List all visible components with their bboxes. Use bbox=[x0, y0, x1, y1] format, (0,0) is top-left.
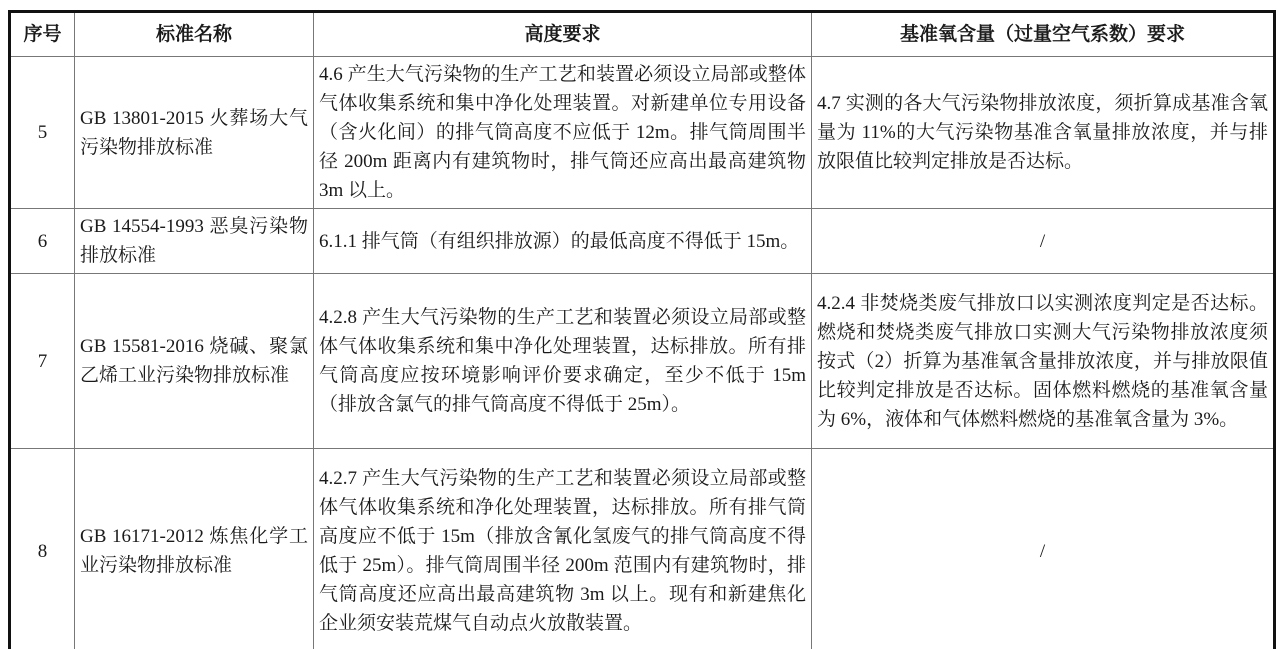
cell-oxygen-requirement: 4.2.4 非焚烧类废气排放口以实测浓度判定是否达标。燃烧和焚烧类废气排放口实测大气污染物排放浓度须按式（2）折算为基准氧含量排放浓度，并与排放限值比较判定排放是否达标。固体燃料燃烧的基准氧含量为 6%，液体和气体燃料燃烧的基准氧含量为 3%。 bbox=[812, 274, 1275, 449]
standards-table bbox=[8, 10, 1276, 649]
cell-height-requirement: 4.2.8 产生大气污染物的生产工艺和装置必须设立局部或整体气体收集系统和集中净化处理装置，达标排放。所有排气筒高度应按环境影响评价要求确定，至少不低于 15m（排放含氯气的排气筒高度不得低于 25m）。 bbox=[314, 274, 812, 449]
cell-height-requirement: 4.2.7 产生大气污染物的生产工艺和装置必须设立局部或整体气体收集系统和净化处理装置，达标排放。所有排气筒高度应不低于 15m（排放含氰化氢废气的排气筒高度不得低于 25m）。排气筒周围半径 200m 范围内有建筑物时，排气筒高度还应高出最高建筑物 3m 以上。现有和新建焦化企业须安装荒煤气自动点火放散装置。 bbox=[314, 449, 812, 649]
cell-serial-number: 8 bbox=[10, 449, 75, 649]
header-row bbox=[10, 12, 1275, 57]
cell-standard-name: GB 15581-2016 烧碱、聚氯乙烯工业污染物排放标准 bbox=[75, 274, 314, 449]
cell-standard-name: GB 13801-2015 火葬场大气污染物排放标准 bbox=[75, 57, 314, 209]
header-cell-serial-number: 序号 bbox=[10, 12, 75, 57]
header-cell-oxygen-requirement: 基准氧含量（过量空气系数）要求 bbox=[812, 12, 1275, 57]
cell-oxygen-requirement: / bbox=[812, 209, 1275, 274]
table-row bbox=[10, 274, 1275, 449]
header-cell-standard-name: 标准名称 bbox=[75, 12, 314, 57]
cell-oxygen-requirement: / bbox=[812, 449, 1275, 649]
cell-standard-name: GB 16171-2012 炼焦化学工业污染物排放标准 bbox=[75, 449, 314, 649]
table-row bbox=[10, 449, 1275, 649]
cell-serial-number: 7 bbox=[10, 274, 75, 449]
cell-serial-number: 5 bbox=[10, 57, 75, 209]
table-row bbox=[10, 57, 1275, 209]
table-row bbox=[10, 209, 1275, 274]
cell-serial-number: 6 bbox=[10, 209, 75, 274]
cell-height-requirement: 6.1.1 排气筒（有组织排放源）的最低高度不得低于 15m。 bbox=[314, 209, 812, 274]
header-cell-height-requirement: 高度要求 bbox=[314, 12, 812, 57]
cell-height-requirement: 4.6 产生大气污染物的生产工艺和装置必须设立局部或整体气体收集系统和集中净化处理装置。对新建单位专用设备（含火化间）的排气筒高度不应低于 12m。排气筒周围半径 200m 距离内有建筑物时，排气筒还应高出最高建筑物 3m 以上。 bbox=[314, 57, 812, 209]
cell-oxygen-requirement: 4.7 实测的各大气污染物排放浓度，须折算成基准含氧量为 11%的大气污染物基准含氧量排放浓度，并与排放限值比较判定排放是否达标。 bbox=[812, 57, 1275, 209]
cell-standard-name: GB 14554-1993 恶臭污染物排放标准 bbox=[75, 209, 314, 274]
